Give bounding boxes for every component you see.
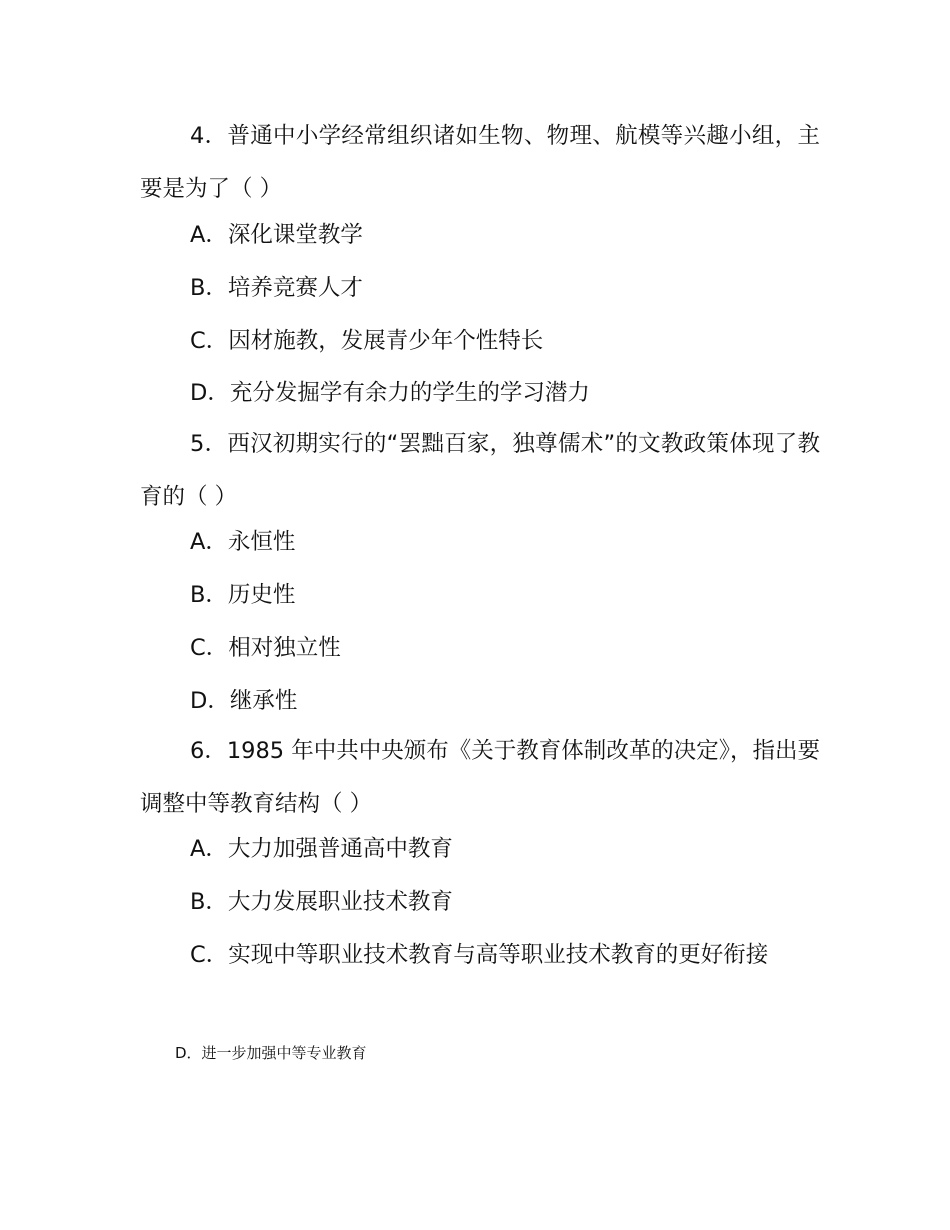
question-6-stem: 6．1985 年中共中央颁布《关于教育体制改革的决定》，指出要调整中等教育结构（ ）: [140, 738, 820, 817]
question-6-option-c: C．实现中等职业技术教育与高等职业技术教育的更好衔接: [190, 942, 769, 968]
question-5-stem: 5．西汉初期实行的“罢黜百家，独尊儒术”的文教政策体现了教育的（ ）: [140, 431, 820, 510]
question-4-option-a: A．深化课堂教学: [190, 222, 363, 248]
question-5-option-b: B．历史性: [190, 582, 296, 608]
question-4-option-c: C．因材施教，发展青少年个性特长: [190, 328, 544, 354]
question-6-option-a: A．大力加强普通高中教育: [190, 836, 453, 862]
question-5-option-c: C．相对独立性: [190, 635, 341, 661]
question-6-option-d: D．进一步加强中等专业教育: [175, 1044, 367, 1062]
question-5-option-d: D．继承性: [190, 688, 298, 714]
question-4-option-b: B．培养竞赛人才: [190, 275, 363, 301]
question-5-option-a: A．永恒性: [190, 529, 296, 555]
question-4-stem: 4．普通中小学经常组织诸如生物、物理、航模等兴趣小组，主要是为了（ ）: [140, 123, 820, 202]
question-4-option-d: D．充分发掘学有余力的学生的学习潜力: [190, 380, 590, 406]
question-6-option-b: B．大力发展职业技术教育: [190, 889, 453, 915]
